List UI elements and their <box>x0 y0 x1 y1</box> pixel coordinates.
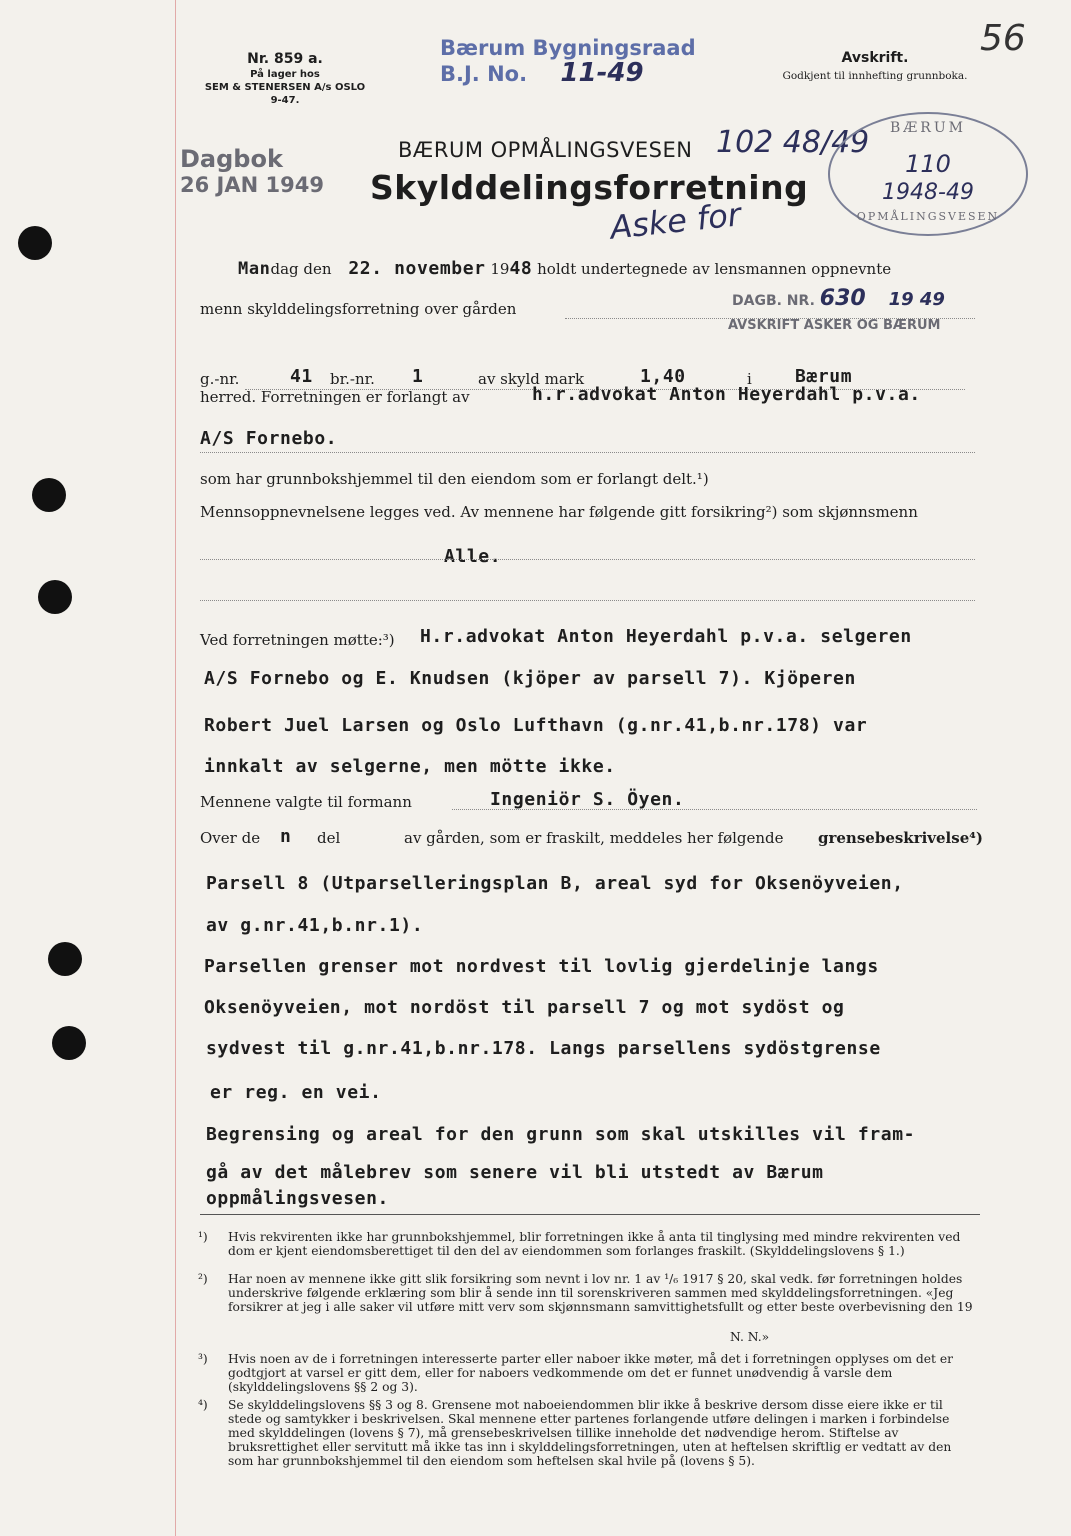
oval-stamp <box>828 112 1028 236</box>
over-value: n <box>280 826 292 847</box>
oval-stamp-number: 110 <box>905 150 951 178</box>
diary-stamp <box>180 145 324 197</box>
copy-approval: Godkjent til innhefting grunnboka. <box>782 70 968 82</box>
footnote-text: Hvis noen av de i forretningen interesserte parter eller naboer ikke møter, må det i forretningen opplyses om det er godtgjort at varsel er gitt dem, eller for naboers vedkommende om det er funnet unødvendig å varsle dem (skylddelingslovens §§ 2 og 3). <box>228 1352 954 1394</box>
footnote-number: ³) <box>198 1352 208 1366</box>
chair-label: Mennene valgte til formann <box>200 793 412 811</box>
footnote-divider <box>200 1214 980 1215</box>
bnr-label: br.-nr. <box>330 370 375 388</box>
footnote-text: Har noen av mennene ikke gitt slik forsikring som nevnt i lov nr. 1 av ¹/₆ 1917 § 20, skal vedk. før forretningen holdes underskrive følgende erklæring som blir å sende inn til sorenskriveren sammen med skylddelingsforretningen. «Jeg forsikrer at jeg i alle saker vil utføre mitt verv som skjønnsmann samvittighetsfullt og etter beste overbevisning den 19 <box>228 1272 973 1314</box>
binder-hole <box>32 478 66 512</box>
copy-label: Avskrift. <box>841 50 909 66</box>
footnote <box>198 1352 980 1394</box>
oval-stamp-top: BÆRUM <box>890 120 966 136</box>
date-line <box>238 258 891 279</box>
diary-stamp-label: Dagbok <box>180 145 283 173</box>
footnote-number: ¹) <box>198 1230 208 1244</box>
dotted-line <box>200 600 975 601</box>
oval-stamp-years: 1948-49 <box>882 180 974 205</box>
form-number: Nr. 859 a. <box>247 51 323 67</box>
board-stamp <box>440 36 696 88</box>
description-line: Parsell 8 (Utparselleringsplan B, areal syd for Oksenöyveien, <box>206 873 904 894</box>
binder-hole <box>38 580 72 614</box>
present-line: A/S Fornebo og E. Knudsen (kjöper av parsell 7). Kjöperen <box>204 668 856 689</box>
gnr-value: 41 <box>290 366 313 387</box>
copy-block <box>770 50 980 82</box>
year-value: 48 <box>509 258 533 279</box>
farm-line: menn skylddelingsforretning over gården <box>200 300 517 318</box>
publisher-line: 9-47. <box>270 95 300 106</box>
binder-hole <box>18 226 52 260</box>
binder-hole <box>52 1026 86 1060</box>
description-line: gå av det målebrev som senere vil bli utstedt av Bærum <box>206 1162 824 1183</box>
over-label: Over de <box>200 829 261 847</box>
dotted-line <box>452 809 977 810</box>
requested-by: h.r.advokat Anton Heyerdahl p.v.a. <box>532 384 921 405</box>
copy-stamp: AVSKRIFT ASKER OG BÆRUM <box>728 318 941 333</box>
description-line: Begrensing og areal for den grunn som skal utskilles vil fram- <box>206 1124 916 1145</box>
gnr-label: g.-nr. <box>200 370 240 388</box>
footnote <box>198 1230 980 1258</box>
dotted-line <box>200 559 975 560</box>
present-line: H.r.advokat Anton Heyerdahl p.v.a. selgeren <box>420 626 912 647</box>
signature: Aske for <box>608 195 743 247</box>
skyld-label: av skyld mark <box>478 370 585 388</box>
description-line: sydvest til g.nr.41,b.nr.178. Langs parsellens sydöstgrense <box>206 1038 881 1059</box>
footnote <box>198 1398 980 1468</box>
diary-number-year: 19 49 <box>888 289 945 310</box>
dotted-line <box>200 452 975 453</box>
page-number: 56 <box>980 18 1026 59</box>
boundary-label: grensebeskrivelse⁴) <box>818 829 983 847</box>
intro-text: holdt undertegnede av lensmannen oppnevnte <box>537 260 892 278</box>
diary-stamp-date: 26 JAN 1949 <box>180 173 324 197</box>
i-label: i <box>747 370 752 388</box>
binder-hole <box>48 942 82 976</box>
publisher-line: SEM & STENERSEN A/s OSLO <box>204 82 366 93</box>
board-stamp-label: B.J. No. <box>440 62 528 86</box>
footnote-text: Hvis rekvirenten ikke har grunnbokshjemmel, blir forretningen ikke å anta til tinglysing med mindre rekvirenten ved dom er kjent eiendomsberettiget til den del av eiendommen som forlanges fraskilt. (Skylddelingslovens § 1.) <box>228 1230 961 1258</box>
description-line: oppmålingsvesen. <box>206 1188 389 1209</box>
margin-line <box>175 0 176 1536</box>
footnote <box>730 1330 930 1344</box>
date-value: 22. november <box>348 258 486 279</box>
publisher-line: På lager hos <box>250 69 320 80</box>
present-label: Ved forretningen møtte:³) <box>200 631 395 649</box>
requested-by: A/S Fornebo. <box>200 428 338 449</box>
del-label: del <box>317 829 341 847</box>
diary-number-stamp <box>732 286 945 311</box>
footnote-number: ⁴) <box>198 1398 208 1412</box>
bnr-value: 1 <box>412 366 424 387</box>
oath-text: Mennsoppnevnelsene legges ved. Av mennene har følgende gitt forsikring²) som skjønnsmenn <box>200 503 918 521</box>
herred-label: herred. Forretningen er forlangt av <box>200 388 470 406</box>
case-number: 102 48/49 <box>716 125 870 160</box>
year-prefix: 19 <box>490 260 510 278</box>
deed-text: som har grunnbokshjemmel til den eiendom som er forlangt delt.¹) <box>200 470 709 488</box>
footnote-text: N. N.» <box>730 1330 770 1344</box>
diary-number-label: DAGB. NR. <box>732 293 815 309</box>
office-heading: BÆRUM OPMÅLINGSVESEN <box>398 138 693 162</box>
municipality-value: Bærum <box>795 366 853 387</box>
chair-value: Ingeniör S. Öyen. <box>490 789 685 810</box>
rest-label: av gården, som er fraskilt, meddeles her følgende <box>404 829 784 847</box>
skyld-value: 1,40 <box>640 366 686 387</box>
oath-names: Alle. <box>444 546 502 567</box>
footnote <box>198 1272 980 1314</box>
day-value: Man <box>238 259 271 279</box>
diary-number-value: 630 <box>819 286 866 311</box>
footnote-number: ²) <box>198 1272 208 1286</box>
footnote-text: Se skylddelingslovens §§ 3 og 8. Grensene mot naboeiendommen blir ikke å beskrive dersom disse eiere ikke er til stede og samtykker i beskrivelsen. Skal mennene etter partenes forlangende utføre delingen i marken i forbindelse med skylddelingen (lovens § 7), må grensebeskrivelsen tillike inneholde det nødvendige herom. Stiftelse av bruksrettighet eller servitutt må ikke tas inn i skylddelingsforretningen, uten at heftelsen skriftlig er vedtatt av den som har grunnbokshjemmel til den eiendom som heftelsen skal hvile på (lovens § 5). <box>228 1398 952 1468</box>
page-title: Skylddelingsforretning <box>370 168 809 207</box>
board-stamp-number: 11-49 <box>560 58 644 88</box>
form-info <box>200 50 370 107</box>
day-label: dag den <box>270 260 332 278</box>
present-line: Robert Juel Larsen og Oslo Lufthavn (g.nr.41,b.nr.178) var <box>204 715 868 736</box>
description-line: av g.nr.41,b.nr.1). <box>206 915 424 936</box>
description-line: Oksenöyveien, mot nordöst til parsell 7 og mot sydöst og <box>204 997 845 1018</box>
board-stamp-line: Bærum Bygningsraad <box>440 36 696 60</box>
description-line: Parsellen grenser mot nordvest til lovlig gjerdelinje langs <box>204 956 879 977</box>
oval-stamp-bottom: OPMÅLINGSVESEN <box>856 210 1000 223</box>
description-line: er reg. en vei. <box>210 1082 382 1103</box>
present-line: innkalt av selgerne, men mötte ikke. <box>204 756 616 777</box>
